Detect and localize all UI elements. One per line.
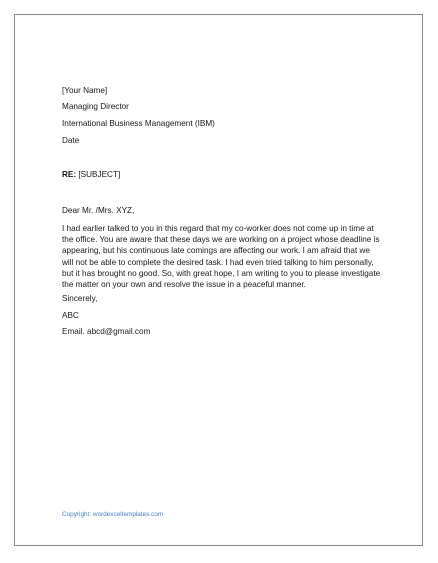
footer-copyright: Copyright: wordexceltemplates.com	[62, 511, 164, 518]
sender-company: International Business Management (IBM)	[62, 119, 215, 128]
subject-line	[62, 170, 120, 180]
body-line: appearing, but his continuous late comings are affecting our work. I am afraid that we	[62, 246, 370, 256]
body-line: will not be able to complete the desired task. I had even tried talking to him personally,	[62, 257, 374, 267]
body-line: the office. You are aware that these days we are working on a project whose deadline is	[62, 235, 380, 245]
body-paragraph	[62, 223, 384, 290]
email-line: Email. abcd@gmail.com	[62, 327, 151, 336]
letter-date: Date	[62, 136, 80, 145]
body-line: the matter on your own and resolve the issue in a peaceful manner.	[62, 280, 306, 290]
body-line: but it has brought no good. So, with great hope, I am writing to you to please investigate	[62, 268, 381, 278]
closing: Sincerely,	[62, 294, 98, 303]
subject-label: RE:	[62, 170, 77, 179]
salutation: Dear Mr. /Mrs. XYZ,	[62, 206, 135, 215]
body-line: I had earlier talked to you in this regard that my co-worker does not come up in time at	[62, 224, 374, 233]
signature: ABC	[62, 311, 79, 320]
sender-name: [Your Name]	[62, 86, 108, 95]
subject-text: [SUBJECT]	[76, 170, 121, 179]
sender-title: Managing Director	[62, 102, 129, 111]
